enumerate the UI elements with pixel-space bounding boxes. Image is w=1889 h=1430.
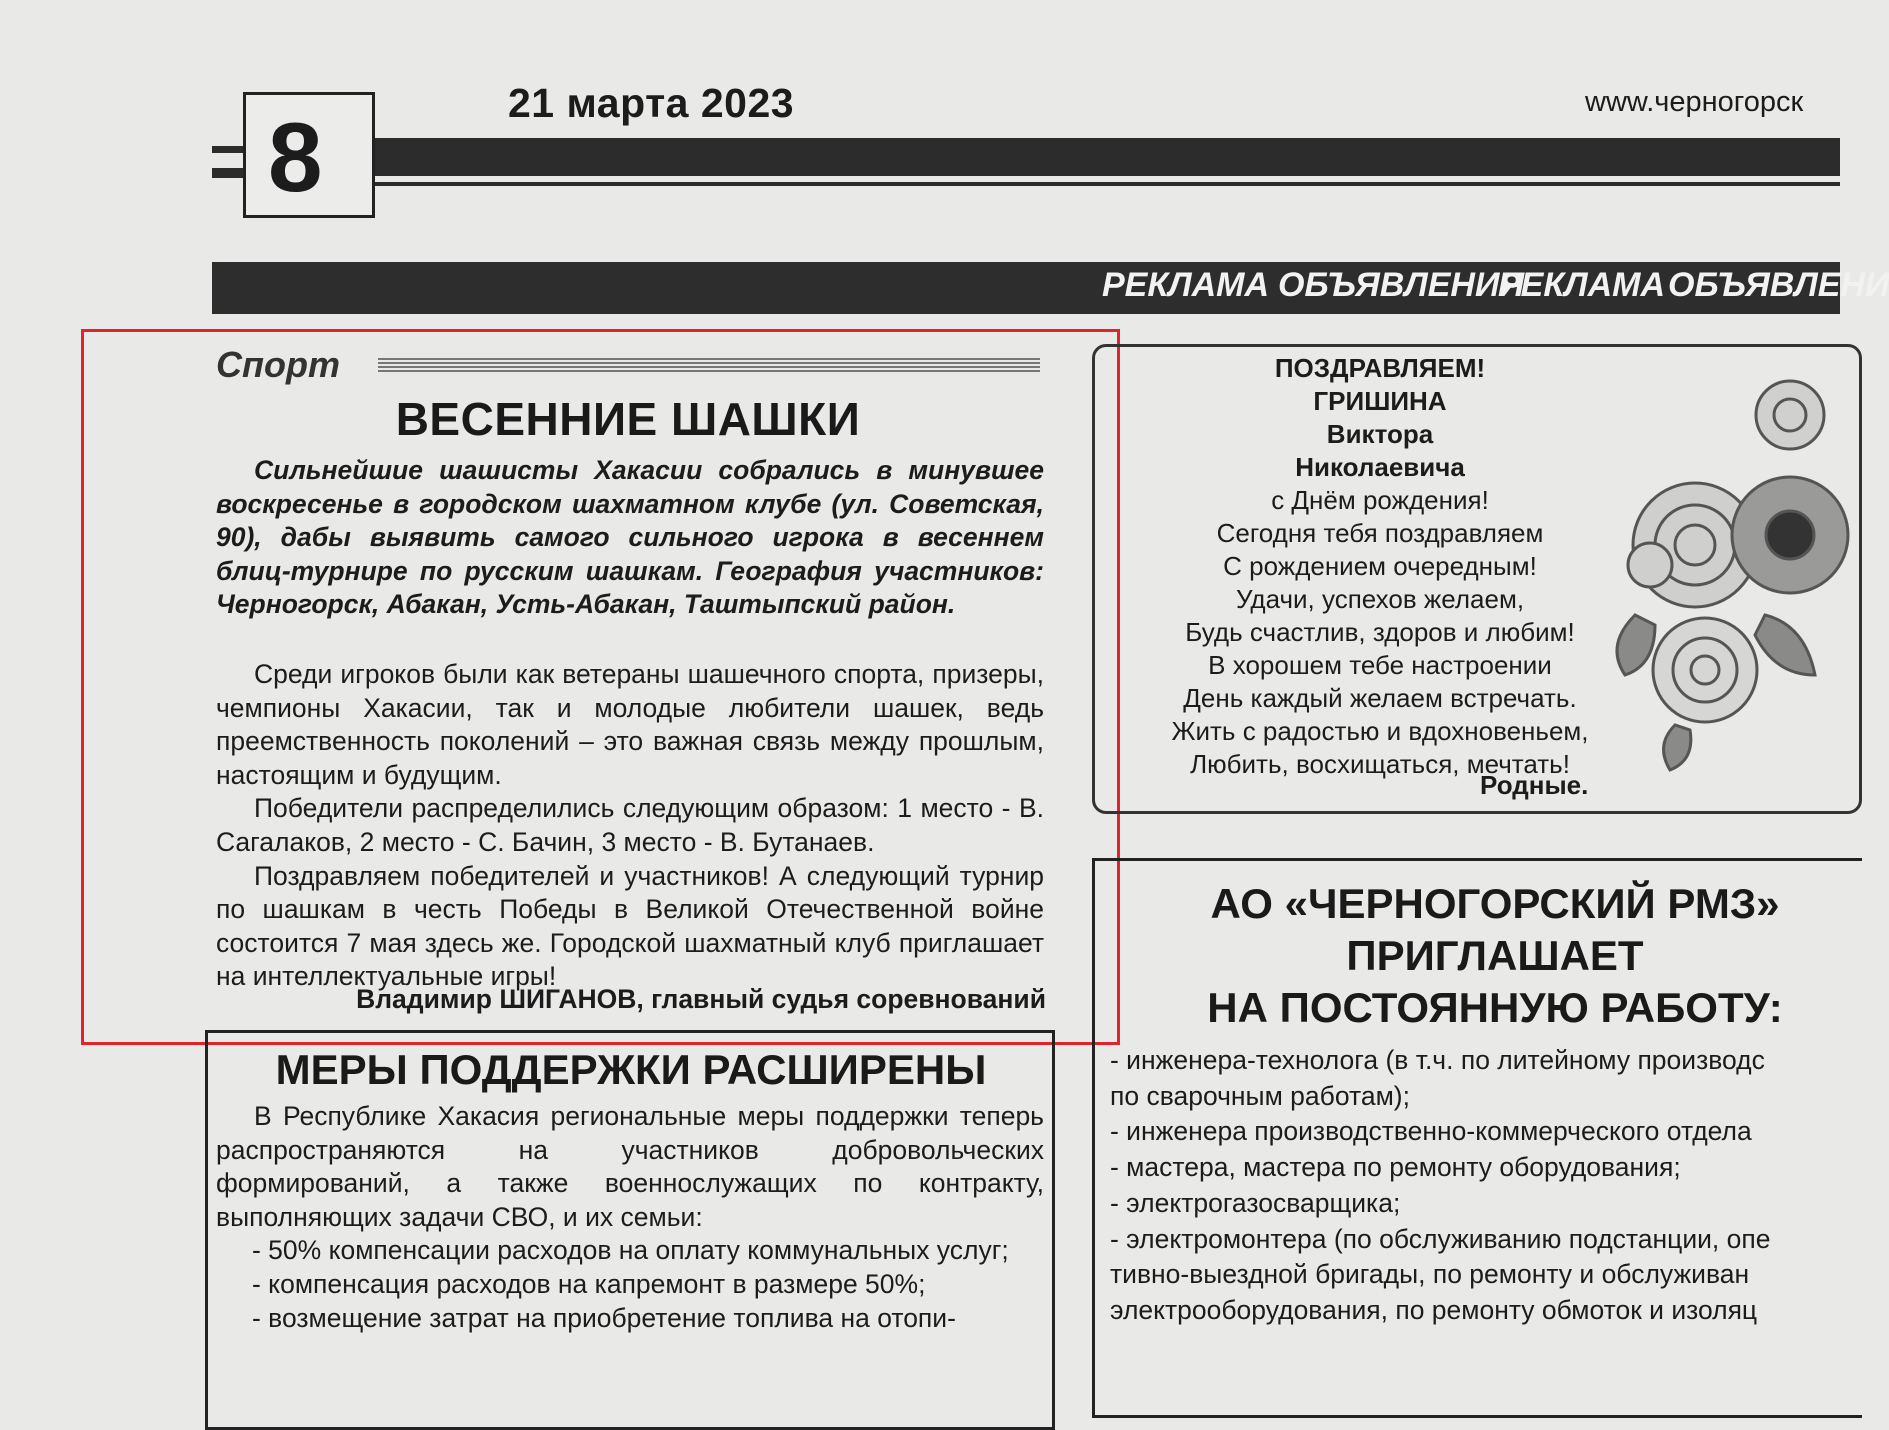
greeting-signature: Родные. bbox=[1480, 770, 1589, 800]
greeting-line: Николаевича bbox=[1295, 452, 1465, 482]
list-item: - возмещение затрат на приобретение топлива на отопи- bbox=[252, 1302, 956, 1333]
article2-title: МЕРЫ ПОДДЕРЖКИ РАСШИРЕНЫ bbox=[275, 1046, 987, 1093]
issue-date: 21 марта 2023 bbox=[508, 80, 795, 126]
greeting-line: С рождением очередным! bbox=[1223, 551, 1537, 581]
list-item: - компенсация расходов на капремонт в размере 50%; bbox=[252, 1268, 926, 1299]
highlight-frame bbox=[81, 329, 1120, 1045]
ad-title bbox=[1110, 878, 1880, 1034]
site-url: www.черногорск bbox=[1585, 86, 1804, 118]
ad-list-item: электрооборудования, по ремонту обмоток и изоляц bbox=[1110, 1294, 1758, 1325]
ad-list bbox=[1110, 1043, 1870, 1329]
greeting-line: ПОЗДРАВЛЯЕМ! bbox=[1274, 353, 1486, 383]
greeting-line: Любить, восхищаться, мечтать! bbox=[1190, 749, 1570, 779]
article-signature: Владимир ШИГАНОВ, главный судья соревнований bbox=[356, 984, 1046, 1014]
ad-title-line: ПРИГЛАШАЕТ bbox=[1346, 932, 1644, 979]
greeting-line: с Днём рождения! bbox=[1271, 485, 1489, 515]
ad-title-line: АО «ЧЕРНОГОРСКИЙ РМЗ» bbox=[1210, 880, 1780, 927]
article2-body bbox=[216, 1100, 1044, 1335]
greeting-line: День каждый желаем встречать. bbox=[1183, 683, 1577, 713]
header-rule bbox=[212, 168, 246, 178]
section-band bbox=[212, 262, 1889, 314]
body-paragraph: Поздравляем победителей и участников! А следующий турнир по шашкам в честь Победы в Великой Отечественной войне состоится 7 мая здесь же. Городской шахматный клуб приглашает на интеллектуальные игры! bbox=[216, 860, 1044, 992]
list-item: - 50% компенсации расходов на оплату коммунальных услуг; bbox=[252, 1235, 1009, 1266]
greeting-text bbox=[1120, 352, 1640, 781]
greeting-line: Виктора bbox=[1326, 419, 1434, 449]
ad-list-item: по сварочным работам); bbox=[1110, 1080, 1410, 1111]
article2-intro: В Республике Хакасия региональные меры поддержки теперь распространяются на участников добровольческих формирований, а также военнослужащих по контракту, выполняющих задачи СВО, и их семьи: bbox=[216, 1101, 1044, 1232]
ad-list-item: - мастера, мастера по ремонту оборудования; bbox=[1110, 1152, 1681, 1183]
greeting-line: Сегодня тебя поздравляем bbox=[1216, 518, 1544, 548]
greeting-line: В хорошем тебе настроении bbox=[1208, 650, 1552, 680]
ad-title-line: НА ПОСТОЯННУЮ РАБОТУ: bbox=[1207, 984, 1783, 1031]
page-number: 8 bbox=[268, 102, 323, 212]
header-rule bbox=[375, 138, 1840, 176]
section-label: ОБЪЯВЛЕНИ bbox=[1668, 266, 1889, 304]
header-rule bbox=[212, 146, 246, 153]
lead-paragraph: Сильнейшие шашисты Хакасии собрались в минувшее воскресенье в городском шахматном клубе (ул. Советская, 90), дабы выявить самого сильного игрока в весеннем блиц-турнире по русским шашкам. География участников: Черногорск, Абакан, Усть-Абакан, Таштыпский район. bbox=[216, 455, 1044, 620]
ad-list-item: - электрогазосварщика; bbox=[1110, 1187, 1401, 1218]
flowers-illustration bbox=[1575, 355, 1835, 775]
ad-list-item: тивно-выездной бригады, по ремонту и обслуживан bbox=[1110, 1259, 1750, 1290]
section-label: ОБЪЯВЛЕНИЯ bbox=[1278, 266, 1525, 304]
greeting-line: Удачи, успехов желаем, bbox=[1235, 584, 1525, 614]
greeting-line: Жить с радостью и вдохновеньем, bbox=[1171, 716, 1589, 746]
ad-list-item: - электромонтера (по обслуживанию подстанции, опе bbox=[1110, 1223, 1771, 1254]
rubric: Спорт bbox=[216, 344, 340, 385]
article-title: ВЕСЕННИЕ ШАШКИ bbox=[395, 393, 861, 445]
ad-list-item: - инженера-технолога (в т.ч. по литейному производс bbox=[1110, 1045, 1765, 1075]
section-label: РЕКЛАМА bbox=[1102, 266, 1270, 304]
section-label: РЕКЛАМА bbox=[1498, 266, 1666, 304]
body-paragraph: Среди игроков были как ветераны шашечного спорта, призеры, чемпионы Хакасии, так и молодые любители шашек, ведь преемственность поколений – это важная связь между прошлым, настоящим и будущим. bbox=[216, 659, 1044, 790]
header-rule bbox=[375, 182, 1840, 186]
ad-list-item: - инженера производственно-коммерческого отдела bbox=[1110, 1116, 1752, 1147]
body-paragraph: Победители распределились следующим образом: 1 место - В. Сагалаков, 2 место - С. Бачин, 3 место - В. Бутанаев. bbox=[216, 793, 1044, 857]
greeting-line: Будь счастлив, здоров и любим! bbox=[1185, 617, 1575, 647]
greeting-line: ГРИШИНА bbox=[1313, 386, 1447, 416]
